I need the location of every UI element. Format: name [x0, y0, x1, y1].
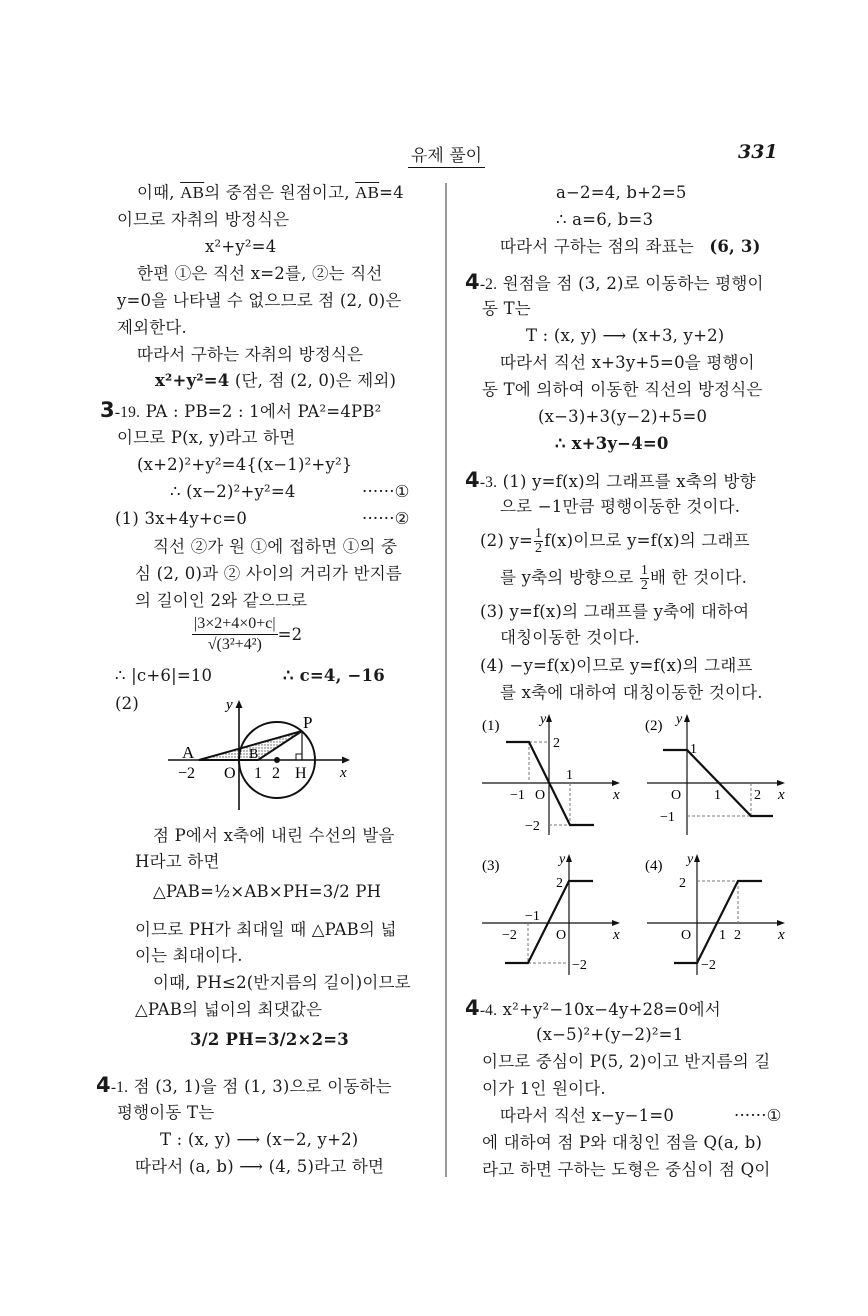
function-graph — [674, 881, 762, 963]
svg-text:(3): (3) — [482, 858, 500, 874]
problem-4-4-line-6: 라고 하면 구하는 도형은 중심이 점 Q이 — [482, 1160, 771, 1179]
problem-number: 4 — [465, 270, 480, 294]
x-axis-arrow-icon — [612, 780, 620, 786]
eq-tag-1: ······① — [734, 1106, 782, 1125]
max-area-result: 3/2 PH=3/2×2=3 — [190, 1030, 349, 1049]
x-axis-arrow-icon — [612, 920, 620, 926]
problem-4-2-line-1: 4-2. 원점을 점 (3, 2)로 이동하는 평행이 — [465, 270, 764, 294]
distance-formula: $\frac{|3\times 2+4\times 0+c|}{\text{√(3²+4²)}}$ =2 — [194, 615, 303, 653]
y-axis-arrow-icon — [694, 854, 700, 862]
problem-4-3-part-1: 4-3. (1) y=f(x)의 그래프를 x축의 방향 — [465, 468, 756, 492]
fraction-one-half: $\frac{1}{2}$ — [640, 563, 649, 593]
intro-line-5: 제외한다. — [117, 318, 188, 337]
x-axis-arrow-icon — [342, 757, 350, 764]
problem-4-3-part-4-line-2: 를 x축에 대하여 대칭이동한 것이다. — [500, 683, 763, 702]
problem-4-4-line-5: 에 대하여 점 P와 대칭인 점을 Q(a, b) — [482, 1133, 763, 1152]
problem-4-1-conclusion: 따라서 구하는 점의 좌표는 (6, 3) — [500, 237, 761, 256]
intro-answer: x²+y²=4 (단, 점 (2, 0)은 제외) — [155, 371, 397, 390]
center-point — [274, 757, 280, 763]
problem-4-3-part-4-line-1: (4) −y=f(x)이므로 y=f(x)의 그래프 — [480, 656, 753, 675]
svg-text:(1): (1) — [482, 718, 500, 734]
problem-4-4-line-2: 이므로 중심이 P(5, 2)이고 반지름의 길 — [482, 1052, 771, 1071]
problem-number: 4 — [465, 468, 480, 492]
svg-text:y: y — [676, 712, 683, 727]
circle-triangle-diagram — [160, 690, 360, 820]
eq-tag-1: ······① — [362, 482, 410, 501]
svg-text:A: A — [182, 743, 195, 762]
y-axis-arrow-icon — [684, 714, 690, 722]
svg-text:P: P — [303, 713, 313, 732]
problem-4-3-part-2-line-1: (2) y= $\frac{1}{2}$ f(x)이므로 y=f(x)의 그래프 — [480, 526, 750, 556]
svg-text:(4): (4) — [645, 858, 663, 874]
svg-text:x: x — [340, 765, 347, 781]
part-1-equation: (1) 3x+4y+c=0 — [115, 509, 248, 528]
svg-text:−2: −2 — [525, 819, 540, 834]
problem-3-19-line-2: 이므로 P(x, y)라고 하면 — [117, 428, 296, 447]
svg-text:y: y — [687, 852, 694, 867]
problem-4-2-line-2: 동 T는 — [482, 299, 531, 318]
intro-line-2: 이므로 자취의 방정식은 — [117, 210, 290, 229]
svg-text:x: x — [613, 927, 620, 943]
svg-text:2: 2 — [754, 788, 761, 803]
problem-4-1-line-3: 따라서 (a, b) ⟶ (4, 5)라고 하면 — [135, 1157, 385, 1176]
svg-text:x: x — [613, 787, 620, 803]
problem-4-3-part-2-line-2: 를 y축의 방향으로 $\frac{1}{2}$ 배 한 것이다. — [500, 563, 748, 593]
svg-text:1: 1 — [690, 742, 697, 757]
svg-text:x: x — [778, 787, 785, 803]
problem-4-2-answer: ∴ x+3y−4=0 — [555, 434, 669, 453]
intro-line-3: 한편 ①은 직선 x=2를, ②는 직선 — [137, 264, 383, 283]
svg-text:−2: −2 — [502, 928, 517, 943]
svg-text:−1: −1 — [525, 909, 540, 924]
svg-text:y: y — [559, 852, 566, 867]
problem-4-4-eq: (x−5)²+(y−2)²=1 — [536, 1025, 684, 1044]
problem-4-2-translation: T : (x, y) ⟶ (x+3, y+2) — [526, 326, 725, 345]
problem-number: 4 — [465, 996, 480, 1020]
part-1-line-3: 의 길이인 2와 같으므로 — [135, 591, 308, 610]
graph-1 — [470, 705, 640, 840]
svg-text:O: O — [671, 788, 682, 803]
intro-line-6: 따라서 구하는 자취의 방정식은 — [137, 345, 364, 364]
svg-text:y: y — [540, 712, 547, 727]
column-divider — [445, 183, 447, 1177]
graph-2 — [635, 705, 805, 840]
svg-text:−1: −1 — [660, 810, 675, 825]
segment-ab: $\overline{AB}$ — [355, 183, 380, 202]
svg-text:O: O — [556, 928, 567, 943]
x-axis-arrow-icon — [777, 920, 785, 926]
part-2-line-6: △PAB의 넓이의 최댓값은 — [135, 1000, 323, 1019]
y-axis-arrow-icon — [546, 714, 552, 722]
svg-text:B: B — [249, 747, 259, 762]
part-2-line-2: H라고 하면 — [135, 852, 220, 871]
svg-text:2: 2 — [553, 736, 560, 751]
svg-text:2: 2 — [734, 928, 741, 943]
svg-text:−1: −1 — [510, 788, 525, 803]
intro-line-4: y=0을 나타낼 수 없으므로 점 (2, 0)은 — [117, 291, 402, 310]
y-axis-arrow-icon — [236, 700, 243, 708]
svg-text:−2: −2 — [178, 765, 196, 782]
part-2-line-4: 이는 최대이다. — [135, 946, 243, 965]
part-2-line-5: 이때, PH≤2(반지름의 길이)이므로 — [153, 973, 411, 992]
graph-4 — [635, 845, 805, 980]
svg-text:H: H — [295, 765, 307, 782]
problem-3-19-line-1: 3-19. PA : PB=2 : 1에서 PA²=4PB² — [100, 398, 382, 422]
section-title: 유제 풀이 — [408, 141, 485, 168]
problem-4-1-line-2: 평행이동 T는 — [117, 1103, 215, 1122]
segment-ab: $\overline{AB}$ — [180, 183, 205, 202]
part-1-line-2: 심 (2, 0)과 ② 사이의 거리가 반지름 — [135, 564, 403, 583]
problem-3-19-eq-1: (x+2)²+y²=4{(x−1)²+y²} — [137, 455, 353, 474]
problem-4-3-part-3-line-2: 대칭이동한 것이다. — [500, 628, 641, 647]
function-graph — [505, 881, 593, 963]
svg-text:−2: −2 — [572, 958, 587, 973]
problem-4-1-line-1: 4-1. 점 (3, 1)을 점 (1, 3)으로 이동하는 — [96, 1073, 392, 1097]
eq-tag-2: ······② — [362, 509, 410, 528]
problem-number: 3 — [100, 398, 115, 422]
svg-text:1: 1 — [719, 928, 726, 943]
svg-text:(2): (2) — [645, 718, 663, 734]
svg-text:O: O — [224, 765, 236, 782]
y-axis-arrow-icon — [566, 854, 572, 862]
svg-text:1: 1 — [566, 768, 573, 783]
result-abs: ∴ |c+6|=10 — [115, 666, 213, 685]
svg-text:O: O — [681, 928, 692, 943]
svg-text:2: 2 — [679, 876, 686, 891]
svg-text:O: O — [535, 788, 546, 803]
svg-text:1: 1 — [714, 788, 721, 803]
right-angle-mark-icon — [296, 754, 302, 760]
problem-4-1-eq-a: a−2=4, b+2=5 — [556, 183, 687, 202]
problem-3-19-eq-2: ∴ (x−2)²+y²=4 — [170, 482, 296, 501]
fraction-one-half: $\frac{1}{2}$ — [534, 526, 543, 556]
triangle-area-formula: △PAB=½×AB×PH=3/2 PH — [153, 882, 382, 901]
problem-4-2-line-4: 동 T에 의하여 이동한 직선의 방정식은 — [482, 380, 763, 399]
result-c: ∴ c=4, −16 — [283, 666, 385, 685]
problem-4-4-line-4: 따라서 직선 x−y−1=0 — [500, 1106, 675, 1125]
problem-4-4-line-1: 4-4. x²+y²−10x−4y+28=0에서 — [465, 996, 721, 1020]
intro-equation: x²+y²=4 — [205, 237, 277, 256]
svg-text:−2: −2 — [701, 958, 716, 973]
svg-text:1: 1 — [254, 765, 262, 782]
graph-3 — [470, 845, 640, 980]
svg-text:2: 2 — [272, 765, 280, 782]
part-2-line-3: 이므로 PH가 최대일 때 △PAB의 넓 — [135, 920, 397, 939]
x-axis-arrow-icon — [777, 780, 785, 786]
part-1-line-1: 직선 ②가 원 ①에 접하면 ①의 중 — [153, 537, 398, 556]
problem-4-2-eq: (x−3)+3(y−2)+5=0 — [538, 407, 708, 426]
problem-4-1-translation: T : (x, y) ⟶ (x−2, y+2) — [160, 1130, 359, 1149]
svg-text:2: 2 — [556, 876, 563, 891]
page-number: 331 — [738, 141, 778, 163]
problem-4-4-line-3: 이가 1인 원이다. — [482, 1079, 606, 1098]
svg-text:y: y — [226, 697, 233, 713]
intro-line-1: 이때, $\overline{AB}$의 중점은 원점이고, $\overline{AB}=4$ — [137, 183, 404, 202]
problem-4-3-part-1-line-2: 으로 −1만큼 평행이동한 것이다. — [500, 497, 741, 516]
problem-4-1-eq-b: ∴ a=6, b=3 — [556, 210, 654, 229]
part-2-label: (2) — [115, 694, 139, 713]
problem-4-2-line-3: 따라서 직선 x+3y+5=0을 평행이 — [500, 353, 755, 372]
part-2-line-1: 점 P에서 x축에 내린 수선의 발을 — [153, 826, 395, 845]
problem-number: 4 — [96, 1073, 111, 1097]
svg-text:x: x — [778, 927, 785, 943]
problem-4-3-part-3-line-1: (3) y=f(x)의 그래프를 y축에 대하여 — [480, 602, 750, 621]
